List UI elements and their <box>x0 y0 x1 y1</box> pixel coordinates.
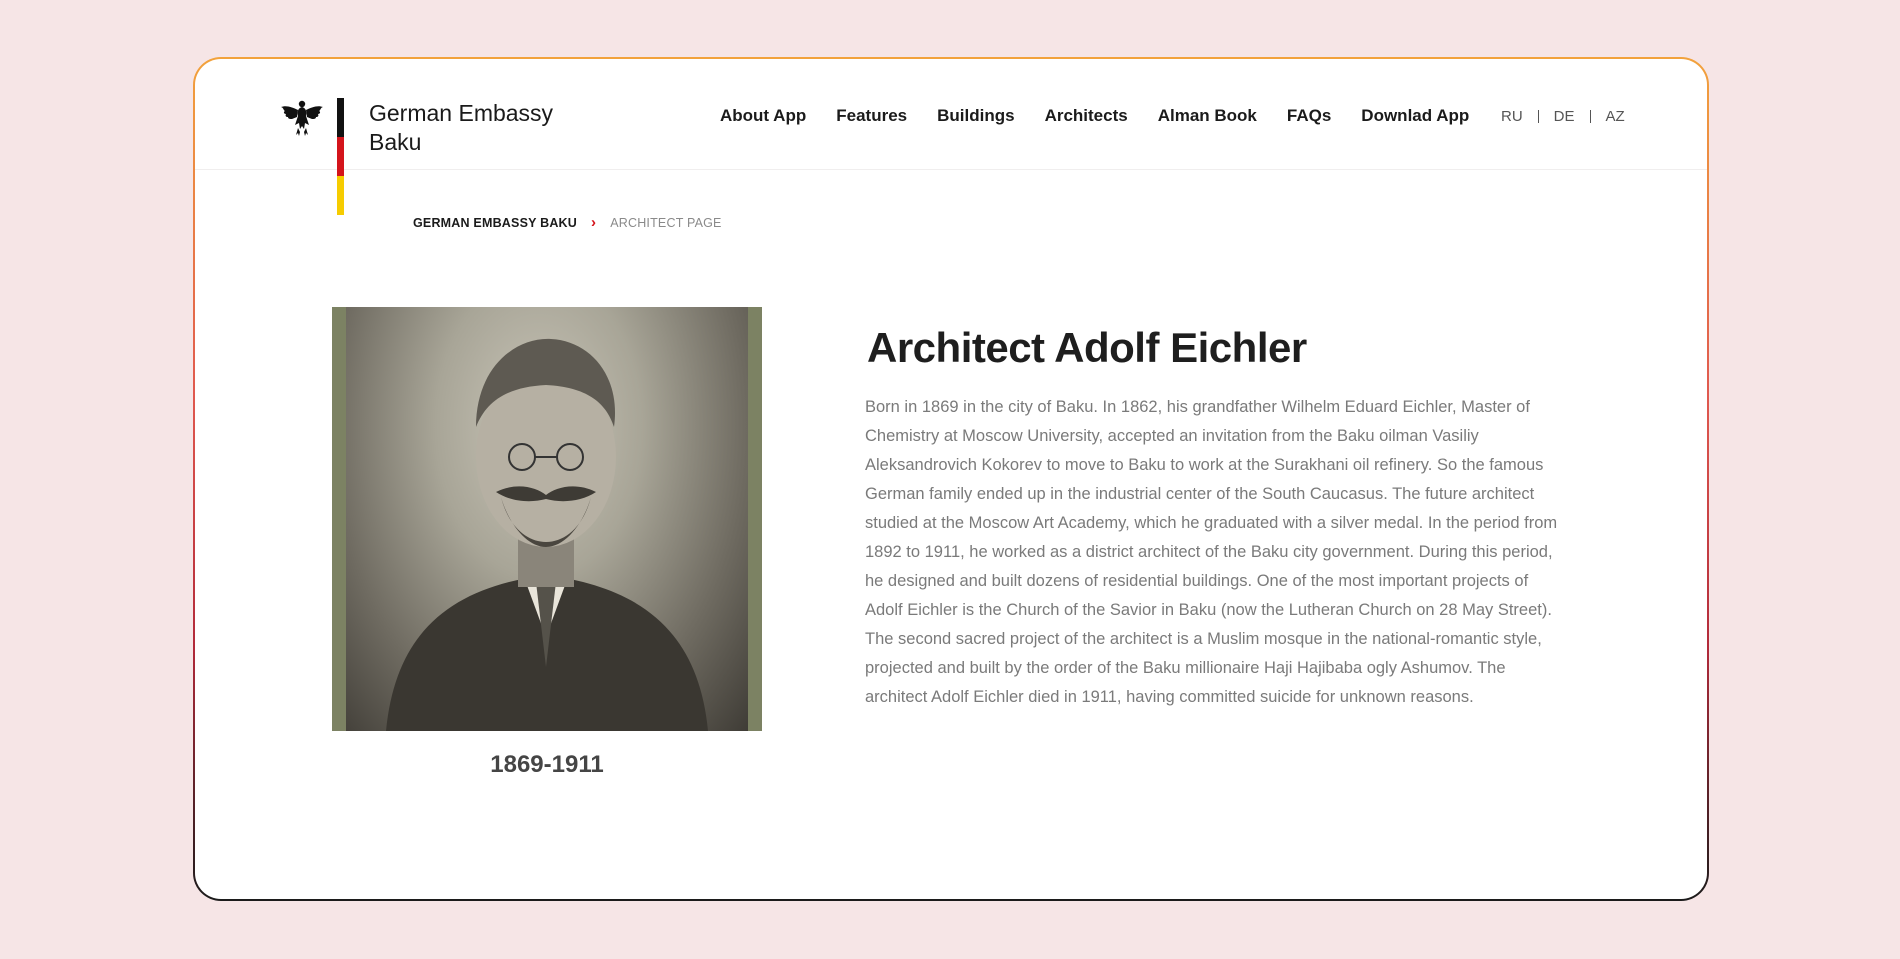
brand-title[interactable]: German Embassy Baku <box>369 100 554 155</box>
portrait-image <box>346 307 748 731</box>
lang-divider <box>1538 110 1539 123</box>
site-header <box>195 59 1707 170</box>
flag-red-stripe <box>337 137 344 176</box>
page-card <box>195 59 1707 899</box>
architect-years: 1869-1911 <box>490 751 604 778</box>
breadcrumb-home[interactable]: GERMAN EMBASSY BAKU <box>413 215 577 230</box>
lang-ru[interactable]: RU <box>1501 108 1523 125</box>
architect-portrait <box>332 307 762 731</box>
portrait-figure <box>346 307 748 731</box>
nav-features[interactable]: Features <box>836 106 908 125</box>
chevron-right-icon: › <box>591 214 597 231</box>
breadcrumb-current: ARCHITECT PAGE <box>610 215 722 230</box>
page-title: Architect Adolf Eichler <box>867 324 1307 371</box>
lang-az[interactable]: AZ <box>1605 108 1625 125</box>
german-flag-stripe <box>337 98 344 215</box>
main-nav <box>720 106 1499 126</box>
lang-de[interactable]: DE <box>1553 108 1575 125</box>
eagle-icon[interactable] <box>279 95 325 141</box>
nav-buildings[interactable]: Buildings <box>937 106 1015 125</box>
nav-architects[interactable]: Architects <box>1044 106 1128 125</box>
nav-alman-book[interactable]: Alman Book <box>1157 106 1257 125</box>
page-frame <box>193 57 1709 901</box>
language-switcher <box>1501 108 1625 125</box>
flag-gold-stripe <box>337 176 344 215</box>
nav-download-app[interactable]: Downlad App <box>1361 106 1470 125</box>
flag-black-stripe <box>337 98 344 137</box>
nav-faqs[interactable]: FAQs <box>1286 106 1332 125</box>
lang-divider <box>1590 110 1591 123</box>
nav-about-app[interactable]: About App <box>720 106 807 125</box>
breadcrumb <box>413 214 722 231</box>
architect-bio: Born in 1869 in the city of Baku. In 1862, his grandfather Wilhelm Eduard Eichler, Master of Chemistry at Moscow University, accepted an invitation from the Baku oilman Vasiliy Aleksandrovich Kokorev to move to Baku to work at the Surakhani oil refinery. So the famous German family ended up in the industrial center of the South Caucasus. The future architect studied at the Moscow Art Academy, which he graduated with a silver medal. In the period from 1892 to 1911, he worked as a district architect of the Baku city government. During this period, he designed and built dozens of residential buildings. One of the most important projects of Adolf Eichler is the Church of the Savior in Baku (now the Lutheran Church on 28 May Street). The second sacred project of the architect is a Muslim mosque in the national-romantic style, projected and built by the order of the Baku millionaire Haji Hajibaba ogly Ashumov. The architect Adolf Eichler died in 1911, having committed suicide for unknown reasons. <box>865 398 1558 706</box>
